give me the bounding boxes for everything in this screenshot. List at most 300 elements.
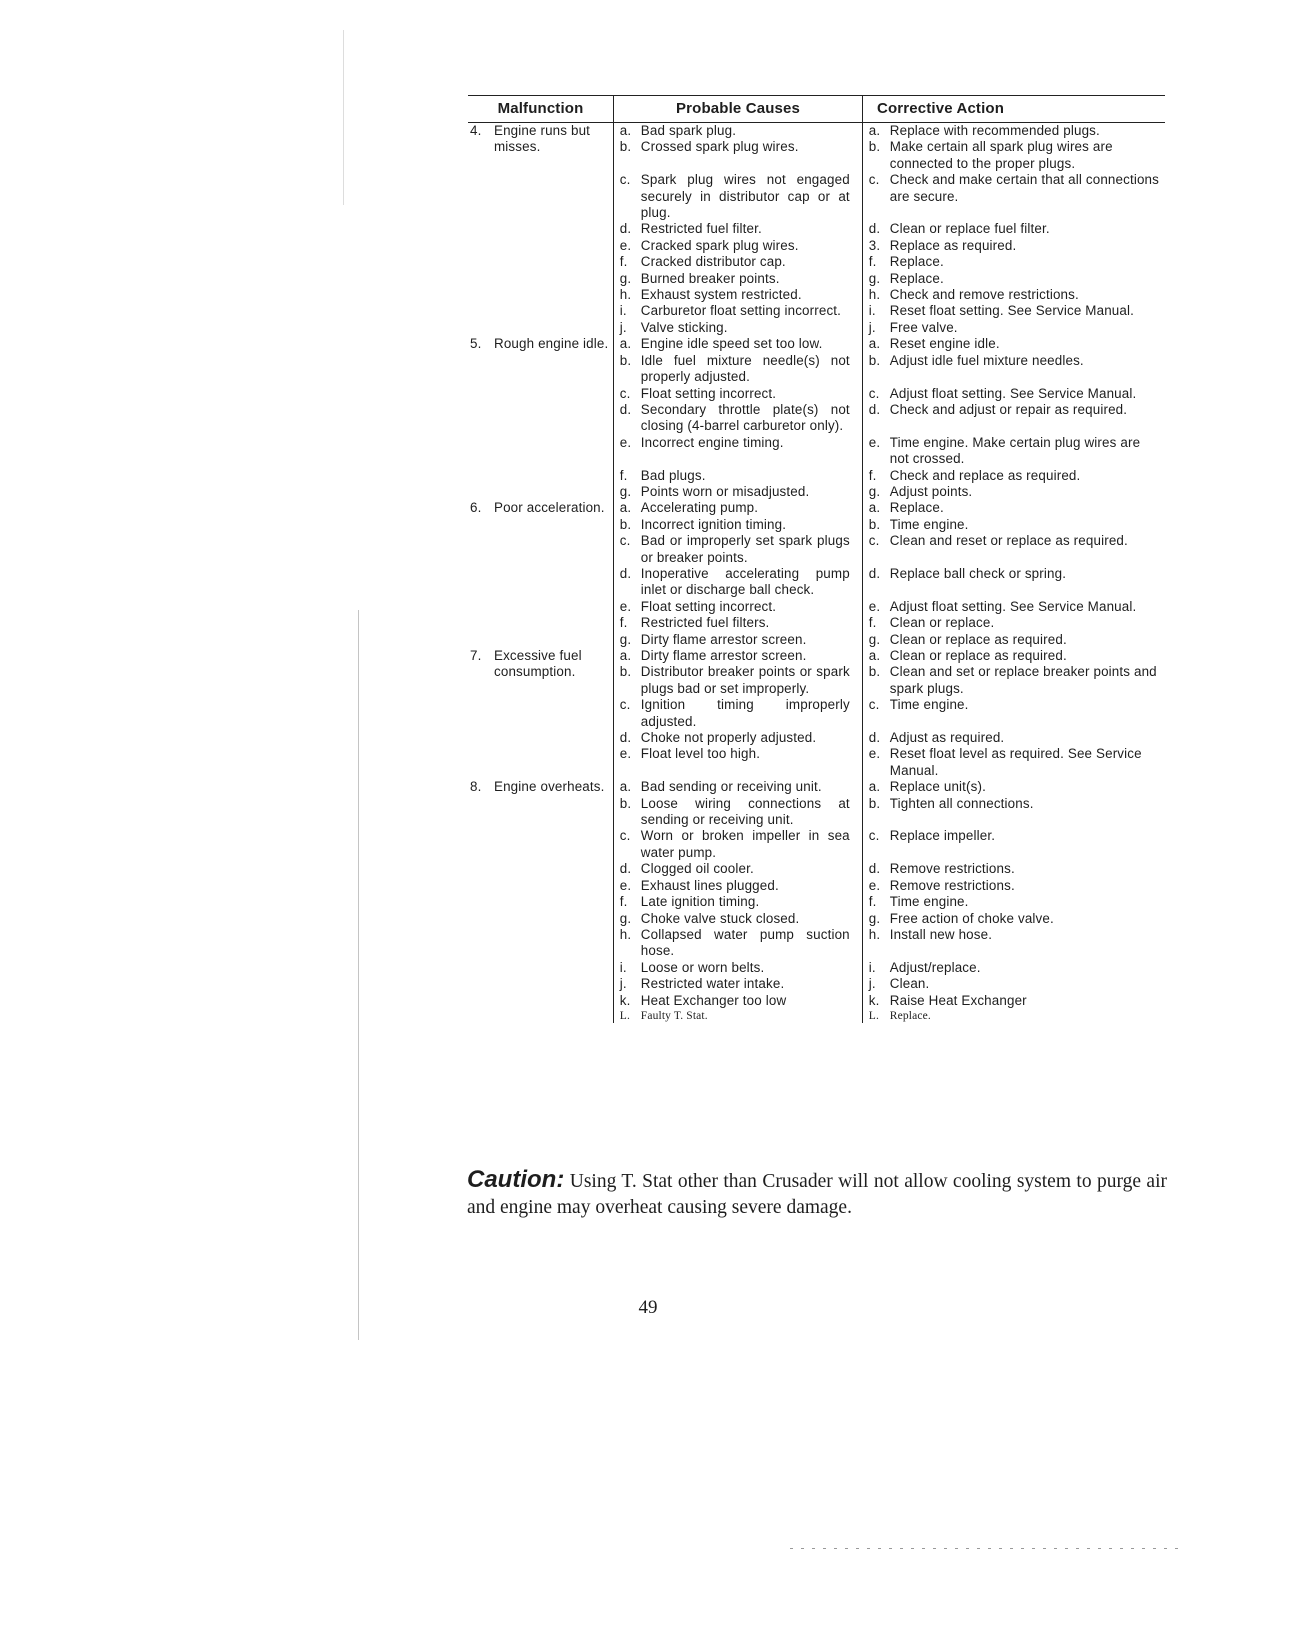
action-cell — [862, 697, 1165, 730]
table-row — [614, 976, 1165, 992]
action-cell — [862, 927, 1165, 960]
cause-letter: d. — [619, 565, 632, 581]
table-row — [614, 697, 1165, 730]
cause-cell — [614, 123, 862, 139]
cause-letter: e. — [619, 598, 632, 614]
action-text: Replace. — [889, 270, 944, 286]
cause-cell — [614, 730, 862, 746]
action-letter: d. — [868, 730, 881, 746]
cause-text: Valve sticking. — [640, 319, 728, 335]
cause-text: Crossed spark plug wires. — [640, 139, 799, 155]
action-letter: a. — [868, 779, 881, 795]
action-text: Raise Heat Exchanger — [889, 992, 1027, 1008]
cause-cell — [614, 172, 862, 221]
table-body — [468, 123, 1165, 1023]
cause-text: Secondary throttle plate(s) not closing (4-barrel carburetor only). — [640, 401, 850, 434]
cause-text: Float level too high. — [640, 746, 761, 762]
action-cell — [862, 976, 1165, 992]
cause-letter: a. — [619, 336, 632, 352]
cause-text: Accelerating pump. — [640, 500, 759, 516]
table-row — [614, 861, 1165, 877]
action-text: Replace as required. — [889, 237, 1017, 253]
action-text: Make certain all spark plug wires are connected to the proper plugs. — [889, 139, 1113, 171]
cause-cell — [614, 993, 862, 1009]
malfunction-number: 8. — [470, 779, 482, 795]
cause-letter: e. — [619, 746, 632, 762]
action-text: Adjust as required. — [889, 730, 1005, 746]
cause-letter: b. — [619, 795, 632, 811]
cause-text: Worn or broken impeller in sea water pump. — [640, 828, 850, 860]
cause-cell — [614, 386, 862, 402]
cause-letter: f. — [619, 254, 628, 270]
cause-text: Carburetor float setting incorrect. — [640, 303, 842, 319]
action-cell — [862, 336, 1165, 352]
cause-cell — [614, 911, 862, 927]
table-row — [614, 927, 1165, 960]
table-row — [614, 435, 1165, 468]
cause-letter: k. — [619, 992, 631, 1008]
malfunction-text: Excessive fuel consumption. — [494, 648, 582, 680]
action-text: Remove restrictions. — [889, 877, 1015, 893]
action-cell — [862, 484, 1165, 500]
caution-note — [467, 1167, 1167, 1221]
table-header-row — [468, 95, 1165, 123]
cause-text: Choke not properly adjusted. — [640, 730, 817, 746]
action-letter: f. — [868, 615, 877, 631]
table-row — [614, 796, 1165, 829]
cause-letter: g. — [619, 631, 632, 647]
action-letter: c. — [868, 533, 880, 549]
action-letter: b. — [868, 795, 881, 811]
cause-text: Points worn or misadjusted. — [640, 483, 810, 499]
cause-cell — [614, 632, 862, 648]
action-text: Tighten all connections. — [889, 795, 1034, 811]
cause-text: Inoperative accelerating pump inlet or discharge ball check. — [640, 565, 850, 598]
cause-letter: b. — [619, 139, 632, 155]
cause-text: Restricted water intake. — [640, 976, 785, 992]
cause-cell — [614, 303, 862, 319]
action-letter: h. — [868, 287, 881, 303]
cause-text: Dirty flame arrestor screen. — [640, 648, 807, 663]
action-letter: b. — [868, 664, 881, 680]
table-row — [614, 894, 1165, 910]
cause-cell — [614, 878, 862, 894]
cause-letter: b. — [619, 516, 632, 532]
action-cell — [862, 320, 1165, 336]
header-malfunction: Malfunction — [497, 100, 584, 117]
cause-cell — [614, 287, 862, 303]
action-letter: g. — [868, 631, 881, 647]
cause-text: Bad or improperly set spark plugs or breaker points. — [640, 533, 850, 565]
cause-cell — [614, 796, 862, 829]
action-letter: e. — [868, 746, 881, 762]
cause-cell — [614, 221, 862, 237]
cause-letter: f. — [619, 467, 628, 483]
malfunction-cell — [468, 336, 613, 500]
action-text: Reset float level as required. See Service Manual. — [889, 746, 1142, 778]
malfunction-group — [468, 500, 1165, 648]
action-text: Check and remove restrictions. — [889, 287, 1079, 303]
malfunction-text: Poor acceleration. — [494, 500, 605, 516]
table-row — [614, 746, 1165, 779]
scan-edge-line — [343, 30, 344, 205]
cause-letter: g. — [619, 270, 632, 286]
action-cell — [862, 500, 1165, 516]
action-cell — [862, 402, 1165, 435]
cause-text: Choke valve stuck closed. — [640, 910, 800, 926]
action-cell — [862, 828, 1165, 861]
cause-letter: e. — [619, 877, 632, 893]
action-letter: g. — [868, 910, 881, 926]
action-text: Install new hose. — [889, 926, 993, 942]
action-letter: g. — [868, 270, 881, 286]
malfunction-group — [468, 648, 1165, 779]
page-number: 49 — [638, 1297, 658, 1318]
action-cell — [862, 468, 1165, 484]
table-row — [614, 221, 1165, 237]
malfunction-number: 6. — [470, 500, 482, 516]
action-cell — [862, 779, 1165, 795]
action-text: Adjust/replace. — [889, 959, 981, 975]
table-row — [614, 353, 1165, 386]
action-letter: e. — [868, 598, 881, 614]
table-row — [614, 484, 1165, 500]
action-text: Clean or replace fuel filter. — [889, 221, 1050, 237]
cause-text: Faulty T. Stat. — [640, 1009, 708, 1022]
action-letter: c. — [868, 697, 880, 713]
action-text: Clean. — [889, 976, 930, 992]
cause-cell — [614, 271, 862, 287]
table-row — [614, 320, 1165, 336]
malfunction-number: 7. — [470, 648, 482, 663]
action-cell — [862, 566, 1165, 599]
action-letter: b. — [868, 516, 881, 532]
cause-text: Clogged oil cooler. — [640, 861, 754, 877]
cause-text: Incorrect engine timing. — [640, 434, 784, 450]
action-cell — [862, 730, 1165, 746]
action-cell — [862, 960, 1165, 976]
cause-cell — [614, 779, 862, 795]
cause-text: Float setting incorrect. — [640, 385, 777, 401]
cause-text: Spark plug wires not engaged securely in distributor cap or at plug. — [640, 172, 850, 221]
action-text: Adjust float setting. See Service Manual. — [889, 385, 1137, 401]
cause-letter: a. — [619, 123, 632, 138]
table-row — [614, 1009, 1165, 1023]
action-text: Replace unit(s). — [889, 779, 986, 795]
action-text: Replace. — [889, 500, 944, 516]
cause-text: Incorrect ignition timing. — [640, 516, 787, 532]
cause-text: Heat Exchanger too low — [640, 992, 787, 1008]
table-row — [614, 517, 1165, 533]
action-cell — [862, 386, 1165, 402]
cause-cell — [614, 1009, 862, 1023]
action-letter: j. — [868, 319, 876, 335]
action-text: Adjust idle fuel mixture needles. — [889, 352, 1084, 368]
table-row — [614, 878, 1165, 894]
table-row — [614, 254, 1165, 270]
action-cell — [862, 861, 1165, 877]
cause-letter: c. — [619, 385, 631, 401]
cause-letter: c. — [619, 533, 631, 549]
action-text: Replace impeller. — [889, 828, 996, 844]
cause-cell — [614, 861, 862, 877]
cause-text: Float setting incorrect. — [640, 598, 777, 614]
action-cell — [862, 353, 1165, 386]
action-cell — [862, 1009, 1165, 1023]
action-cell — [862, 632, 1165, 648]
table-row — [614, 648, 1165, 664]
cause-cell — [614, 484, 862, 500]
cause-action-list — [613, 500, 1165, 648]
table-row — [614, 632, 1165, 648]
action-cell — [862, 911, 1165, 927]
cause-letter: a. — [619, 779, 632, 795]
cause-text: Late ignition timing. — [640, 894, 760, 910]
cause-cell — [614, 533, 862, 566]
cause-cell — [614, 320, 862, 336]
cause-cell — [614, 927, 862, 960]
action-letter: f. — [868, 254, 877, 270]
table-row — [614, 238, 1165, 254]
table-row — [614, 960, 1165, 976]
cause-text: Bad spark plug. — [640, 123, 737, 138]
table-row — [614, 336, 1165, 352]
cause-text: Bad sending or receiving unit. — [640, 779, 822, 795]
action-letter: L. — [868, 1009, 879, 1022]
action-letter: b. — [868, 352, 881, 368]
action-letter: 3. — [868, 237, 881, 253]
action-cell — [862, 139, 1165, 172]
action-cell — [862, 238, 1165, 254]
action-text: Clean or replace as required. — [889, 631, 1067, 647]
cause-text: Loose or worn belts. — [640, 959, 765, 975]
action-text: Check and make certain that all connections are secure. — [889, 172, 1159, 204]
cause-text: Cracked distributor cap. — [640, 254, 786, 270]
action-letter: k. — [868, 992, 880, 1008]
action-cell — [862, 664, 1165, 697]
action-text: Check and adjust or repair as required. — [889, 401, 1128, 417]
cause-letter: g. — [619, 483, 632, 499]
malfunction-number: 5. — [470, 336, 482, 352]
cause-letter: L. — [619, 1009, 630, 1022]
troubleshooting-table — [468, 95, 1165, 1023]
action-text: Replace with recommended plugs. — [889, 123, 1100, 138]
malfunction-cell — [468, 648, 613, 779]
action-letter: h. — [868, 926, 881, 942]
malfunction-cell — [468, 779, 613, 1023]
malfunction-cell — [468, 123, 613, 336]
cause-letter: a. — [619, 648, 632, 663]
action-cell — [862, 271, 1165, 287]
table-row — [614, 730, 1165, 746]
table-row — [614, 468, 1165, 484]
action-cell — [862, 648, 1165, 664]
table-row — [614, 615, 1165, 631]
scan-edge-line — [358, 610, 359, 1340]
cause-cell — [614, 894, 862, 910]
table-row — [614, 500, 1165, 516]
cause-text: Idle fuel mixture needle(s) not properly adjusted. — [640, 352, 850, 385]
cause-text: Exhaust system restricted. — [640, 287, 802, 303]
table-row — [614, 402, 1165, 435]
malfunction-text: Rough engine idle. — [494, 336, 609, 352]
malfunction-text: Engine runs but misses. — [494, 123, 591, 155]
action-letter: d. — [868, 221, 881, 237]
cause-cell — [614, 976, 862, 992]
cause-text: Restricted fuel filters. — [640, 615, 770, 631]
cause-cell — [614, 468, 862, 484]
malfunction-cell — [468, 500, 613, 648]
cause-letter: a. — [619, 500, 632, 516]
cause-letter: j. — [619, 976, 627, 992]
cause-cell — [614, 599, 862, 615]
action-cell — [862, 796, 1165, 829]
action-text: Free valve. — [889, 319, 958, 335]
header-corrective-action: Corrective Action — [862, 96, 1165, 122]
action-cell — [862, 254, 1165, 270]
cause-text: Burned breaker points. — [640, 270, 780, 286]
action-letter: i. — [868, 303, 876, 319]
action-text: Time engine. — [889, 516, 969, 532]
action-letter: i. — [868, 959, 876, 975]
cause-cell — [614, 254, 862, 270]
cause-cell — [614, 517, 862, 533]
cause-cell — [614, 697, 862, 730]
cause-text: Ignition timing improperly adjusted. — [640, 697, 850, 729]
cause-letter: d. — [619, 401, 632, 417]
action-letter: d. — [868, 861, 881, 877]
cause-letter: d. — [619, 730, 632, 746]
action-letter: a. — [868, 336, 881, 352]
action-letter: c. — [868, 385, 880, 401]
header-probable-causes: Probable Causes — [613, 96, 862, 122]
caution-label: Caution: — [467, 1166, 565, 1193]
malfunction-group — [468, 779, 1165, 1023]
malfunction-group — [468, 336, 1165, 500]
cause-cell — [614, 139, 862, 172]
cause-letter: i. — [619, 959, 627, 975]
action-cell — [862, 746, 1165, 779]
scan-speck-row — [790, 1548, 1180, 1549]
action-text: Time engine. — [889, 894, 969, 910]
action-cell — [862, 993, 1165, 1009]
cause-cell — [614, 435, 862, 468]
cause-letter: c. — [619, 828, 631, 844]
cause-text: Loose wiring connections at sending or receiving unit. — [640, 795, 850, 828]
action-letter: a. — [868, 648, 881, 663]
cause-cell — [614, 238, 862, 254]
action-text: Free action of choke valve. — [889, 910, 1054, 926]
action-cell — [862, 303, 1165, 319]
table-row — [614, 779, 1165, 795]
cause-cell — [614, 828, 862, 861]
action-cell — [862, 221, 1165, 237]
table-row — [614, 993, 1165, 1009]
cause-letter: f. — [619, 894, 628, 910]
cause-letter: g. — [619, 910, 632, 926]
cause-action-list — [613, 123, 1165, 336]
cause-letter: b. — [619, 352, 632, 368]
cause-text: Collapsed water pump suction hose. — [640, 926, 850, 959]
cause-text: Dirty flame arrestor screen. — [640, 631, 807, 647]
action-text: Reset engine idle. — [889, 336, 1000, 352]
action-text: Time engine. Make certain plug wires are not crossed. — [889, 434, 1141, 467]
action-letter: a. — [868, 123, 881, 138]
cause-letter: h. — [619, 926, 632, 942]
cause-letter: i. — [619, 303, 627, 319]
table-row — [614, 139, 1165, 172]
malfunction-number: 4. — [470, 123, 482, 138]
action-cell — [862, 435, 1165, 468]
action-letter: a. — [868, 500, 881, 516]
action-letter: e. — [868, 434, 881, 450]
cause-letter: d. — [619, 221, 632, 237]
table-row — [614, 828, 1165, 861]
cause-action-list — [613, 779, 1165, 1023]
action-text: Clean and set or replace breaker points and spark plugs. — [889, 664, 1157, 696]
action-letter: b. — [868, 139, 881, 155]
table-row — [614, 911, 1165, 927]
cause-letter: c. — [619, 697, 631, 713]
cause-letter: h. — [619, 287, 632, 303]
table-row — [614, 123, 1165, 139]
cause-cell — [614, 566, 862, 599]
action-text: Replace ball check or spring. — [889, 565, 1067, 581]
cause-cell — [614, 402, 862, 435]
action-cell — [862, 287, 1165, 303]
action-text: Clean or replace as required. — [889, 648, 1067, 663]
cause-letter: j. — [619, 319, 627, 335]
action-letter: c. — [868, 828, 880, 844]
cause-letter: e. — [619, 434, 632, 450]
action-cell — [862, 615, 1165, 631]
cause-text: Distributor breaker points or spark plugs bad or set improperly. — [640, 664, 850, 696]
action-cell — [862, 517, 1165, 533]
action-text: Remove restrictions. — [889, 861, 1015, 877]
action-text: Adjust points. — [889, 483, 973, 499]
cause-cell — [614, 746, 862, 779]
table-row — [614, 271, 1165, 287]
action-letter: c. — [868, 172, 880, 188]
cause-cell — [614, 960, 862, 976]
table-row — [614, 287, 1165, 303]
cause-cell — [614, 353, 862, 386]
cause-action-list — [613, 336, 1165, 500]
cause-text: Restricted fuel filter. — [640, 221, 762, 237]
malfunction-group — [468, 123, 1165, 336]
action-letter: d. — [868, 401, 881, 417]
action-text: Time engine. — [889, 697, 969, 713]
cause-letter: e. — [619, 237, 632, 253]
action-letter: g. — [868, 483, 881, 499]
cause-action-list — [613, 648, 1165, 779]
action-letter: d. — [868, 565, 881, 581]
action-text: Clean and reset or replace as required. — [889, 533, 1128, 549]
cause-text: Cracked spark plug wires. — [640, 237, 799, 253]
action-letter: f. — [868, 894, 877, 910]
action-text: Replace. — [889, 1009, 931, 1022]
action-cell — [862, 123, 1165, 139]
action-letter: e. — [868, 877, 881, 893]
action-letter: j. — [868, 976, 876, 992]
action-text: Clean or replace. — [889, 615, 995, 631]
action-cell — [862, 894, 1165, 910]
table-row — [614, 533, 1165, 566]
action-cell — [862, 533, 1165, 566]
action-text: Check and replace as required. — [889, 467, 1081, 483]
table-row — [614, 566, 1165, 599]
cause-letter: f. — [619, 615, 628, 631]
